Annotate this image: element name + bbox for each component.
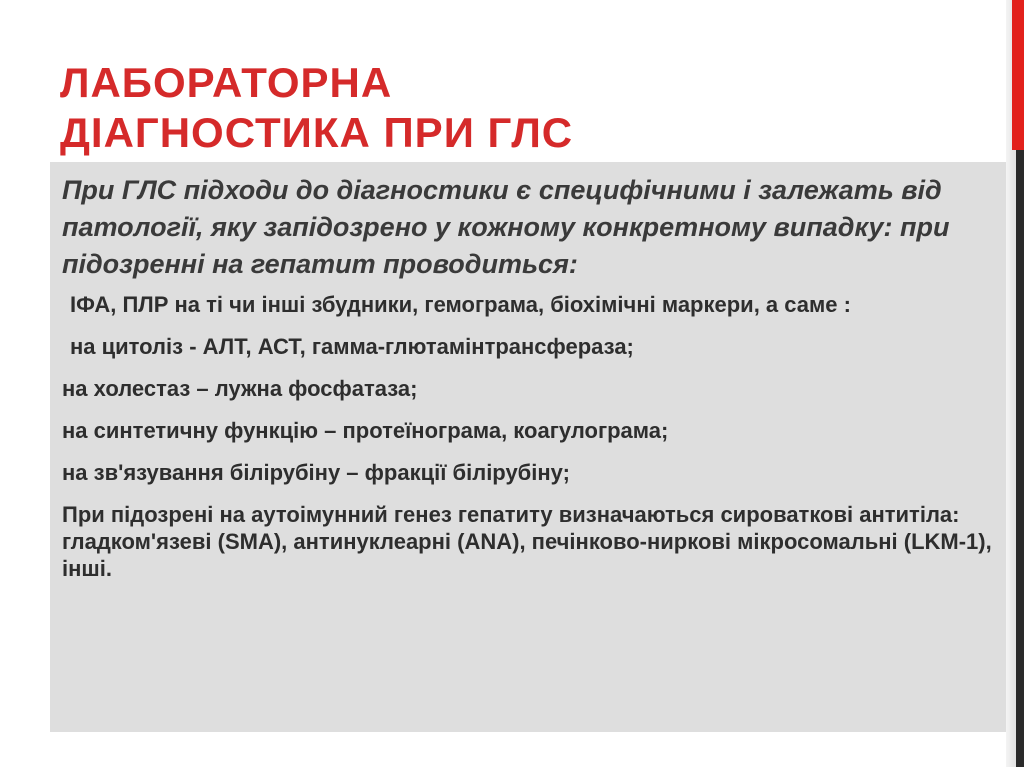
slide-title-line-2: ДІАГНОСТИКА ПРИ ГЛС	[60, 109, 574, 156]
slide-title	[60, 58, 960, 158]
slide-title-line-1: ЛАБОРАТОРНА	[60, 59, 393, 106]
list-item-synthetic-function: на синтетичну функцію – протеїнограма, коагулограма;	[62, 418, 669, 443]
content-box	[50, 162, 1006, 732]
list-item-cytolysis: на цитоліз - АЛТ, АСТ, гамма-глютамінтрансфераза;	[70, 334, 634, 359]
right-edge-red-accent	[1012, 0, 1024, 150]
list-item-tests: ІФА, ПЛР на ті чи інші збудники, гемограма, біохімічні маркери, а саме :	[70, 292, 851, 317]
list-item-bilirubin: на зв'язування білірубіну – фракції білірубіну;	[62, 460, 570, 485]
list-item-autoimmune: При підозрені на аутоімунний генез гепатиту визначаються сироваткові антитіла: гладком'язеві (SMA), антинуклеарні (ANA), печінково-ниркові мікросомальні (LKM-1), інші.	[62, 502, 992, 581]
list-item-cholestasis: на холестаз – лужна фосфатаза;	[62, 376, 418, 401]
intro-paragraph: При ГЛС підходи до діагностики є специфічними і залежать від патології, яку запідозрено у кожному конкретному випадку: при підозренні на гепатит проводиться:	[62, 175, 950, 279]
